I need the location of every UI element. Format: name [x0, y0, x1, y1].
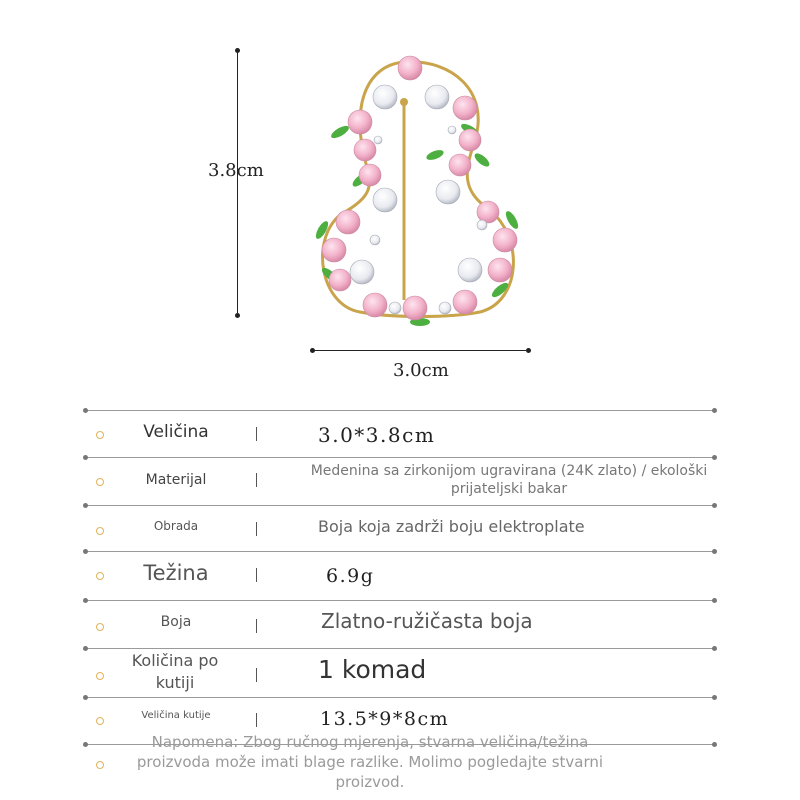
row-separator — [256, 522, 257, 536]
spec-value-material: Medenina sa zirkonijom ugravirana (24K zlato) / ekološki prijateljski bakar — [310, 463, 708, 497]
spec-value-box-size: 13.5*9*8cm — [320, 708, 450, 730]
spec-label-quantity: Količina po kutiji — [131, 651, 219, 692]
width-label: 3.0cm — [393, 360, 449, 381]
table-divider — [85, 551, 715, 552]
table-divider — [85, 697, 715, 698]
table-divider — [85, 648, 715, 649]
row-bullet-icon — [96, 527, 104, 535]
row-bullet-icon — [96, 572, 104, 580]
spec-value-quantity: 1 komad — [318, 655, 427, 684]
row-separator — [256, 473, 257, 487]
row-bullet-icon — [96, 672, 104, 680]
spec-label-material: Materijal — [145, 472, 207, 488]
table-divider — [85, 505, 715, 506]
spec-label-box-size: Veličina kutije — [141, 710, 211, 721]
spec-label-color: Boja — [160, 614, 192, 630]
row-bullet-icon — [96, 717, 104, 725]
row-separator — [256, 668, 257, 682]
table-divider — [85, 457, 715, 458]
table-divider — [85, 410, 715, 411]
height-dimension-top-dot — [235, 48, 240, 53]
spec-value-finish: Boja koja zadrži boju elektroplate — [318, 517, 585, 536]
row-separator — [256, 713, 257, 727]
row-bullet-icon — [96, 431, 104, 439]
table-divider — [85, 600, 715, 601]
spec-label-finish: Obrada — [153, 519, 199, 533]
row-bullet-icon — [96, 761, 104, 769]
width-dimension-left-dot — [310, 348, 315, 353]
height-dimension-line — [237, 50, 238, 316]
measurement-note: Napomena: Zbog ručnog mjerenja, stvarna veličina/težina proizvoda može imati blage razlike. Molimo pogledajte stvarni proizvod. — [136, 733, 604, 791]
row-separator — [256, 568, 257, 582]
height-dimension-bottom-dot — [235, 313, 240, 318]
spec-label-weight: Težina — [143, 561, 209, 585]
row-bullet-icon — [96, 623, 104, 631]
row-bullet-icon — [96, 478, 104, 486]
width-dimension-line — [312, 350, 529, 351]
spec-value-weight: 6.9g — [326, 565, 375, 587]
row-separator — [256, 427, 257, 441]
spec-label-size: Veličina — [143, 422, 209, 442]
row-separator — [256, 619, 257, 633]
height-label: 3.8cm — [208, 160, 264, 181]
width-dimension-right-dot — [526, 348, 531, 353]
spec-value-color: Zlatno-ružičasta boja — [321, 609, 533, 633]
pink-wreath-brooch-icon — [300, 40, 540, 340]
spec-value-size: 3.0*3.8cm — [318, 423, 436, 447]
